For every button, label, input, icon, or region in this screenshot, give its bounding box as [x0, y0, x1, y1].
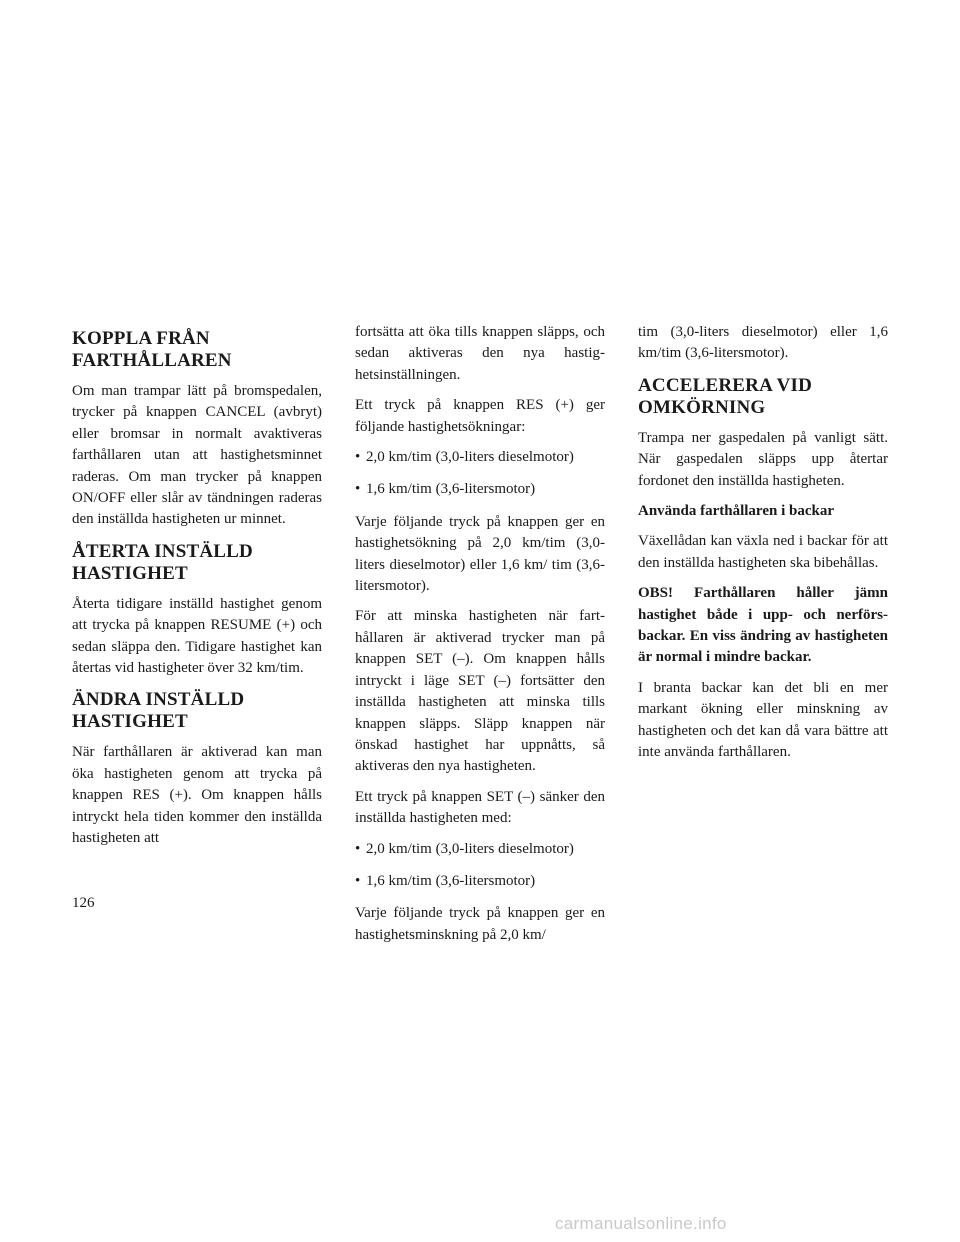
note-obs: OBS! Farthållaren håller jämn hastighet både i upp- och nerförsbackar. En viss ändring av hastigheten är normal i mindre backar. — [638, 585, 888, 666]
paragraph: Ett tryck på knappen SET (–) sänker den inställda hastigheten med: — [355, 788, 605, 827]
column-1 — [72, 322, 322, 859]
heading-accelerera: ACCELERERA VID OMKÖRNING — [638, 374, 813, 418]
column-3 — [638, 322, 888, 773]
list-item: • 1,6 km/tim (3,6-litersmotor) — [355, 871, 605, 892]
paragraph: Ett tryck på knappen RES (+) ger följande hastighetsökningar: — [355, 397, 605, 435]
watermark-footer: carmanualsonline.info — [555, 1214, 727, 1233]
paragraph: När farthållaren är aktiverad kan man öka hastigheten genom att trycka på knappen RES (+). Om knappen hålls intryckt hela tiden kommer den inställda hastigheten att — [72, 744, 322, 847]
paragraph: Återta tidigare inställd hastighet genom att trycka på knappen RESUME (+) och sedan släppa den. Tidigare hastighet kan återtas vid hastigheter över 32 km/tim. — [72, 595, 322, 677]
column-2 — [355, 322, 605, 955]
paragraph: Trampa ner gaspedalen på vanligt sätt. När gaspedalen släpps upp återtar fordonet den inställda hastigheten. — [638, 429, 888, 489]
paragraph: Växellådan kan växla ned i backar för att den inställda hastigheten ska bibehållas. — [638, 533, 888, 571]
heading-aterta: ÅTERTA INSTÄLLD HASTIGHET — [72, 540, 253, 584]
bullet-list-decrease — [355, 839, 605, 893]
paragraph: fortsätta att öka tills knappen släpps, och sedan aktiveras den nya hastighetsinställningen. — [355, 324, 605, 383]
list-item: • 2,0 km/tim (3,0-liters dieselmotor) — [355, 447, 605, 468]
heading-koppla-fran: KOPPLA FRÅN FARTHÅLLAREN — [72, 328, 232, 371]
heading-andra: ÄNDRA INSTÄLLD HASTIGHET — [72, 689, 245, 733]
paragraph: Om man trampar lätt på bromspedalen, trycker på knappen CANCEL (avbryt) eller bromsar in normalt avaktiveras farthållaren utan att hastighetsminnet raderas. Om man trycker på knappen ON/OFF eller slår av tändningen raderas den inställda hastigheten ur minnet. — [72, 383, 322, 528]
paragraph: tim (3,0-liters dieselmotor) eller 1,6 km/tim (3,6-litersmotor). — [638, 324, 888, 362]
bullet-list-increase — [355, 447, 605, 501]
list-item: • 1,6 km/tim (3,6-litersmotor) — [355, 479, 605, 500]
paragraph: Varje följande tryck på knappen ger en hastighetsökning på 2,0 km/tim (3,0-liters dieselmotor) eller 1,6 km/ tim (3,6-litersmotor). — [355, 513, 605, 595]
list-item: • 2,0 km/tim (3,0-liters dieselmotor) — [355, 839, 605, 860]
paragraph: I branta backar kan det bli en mer markant ökning eller minskning av hastigheten och det kan då vara bättre att inte använda farthållaren. — [638, 679, 888, 761]
subheading-backar: Använda farthållaren i backar — [638, 503, 834, 520]
paragraph: Varje följande tryck på knappen ger en hastighetsminskning på 2,0 km/ — [355, 905, 605, 943]
paragraph: För att minska hastigheten när farthållaren är aktiverad trycker man på knappen SET (–). Om knappen hålls intryckt i läge SET (–) fortsätter den inställda hastigheten att minska tills knappen släpps. Släpp knappen när önskad hastighet har uppnåtts, så aktiveras den nya hastigheten. — [355, 608, 605, 775]
page-number: 126 — [72, 895, 95, 911]
